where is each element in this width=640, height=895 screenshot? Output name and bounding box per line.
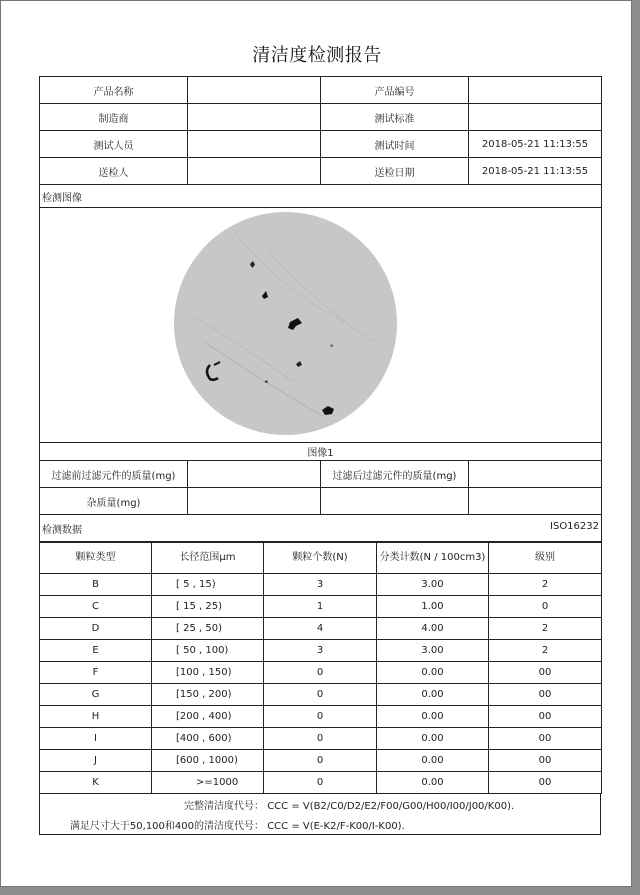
level: 00 — [489, 728, 602, 750]
tester-value — [188, 131, 321, 158]
particle-count: 3 — [264, 574, 377, 596]
product-name-value — [188, 77, 321, 104]
particle-type: F — [40, 662, 152, 684]
empty-cell — [321, 488, 469, 515]
particle-count: 0 — [264, 706, 377, 728]
particle-count: 0 — [264, 750, 377, 772]
particle-type: G — [40, 684, 152, 706]
partial-code-value: CCC = V(E-K2/F-K00/I-K00). — [267, 820, 405, 832]
particle-type: C — [40, 596, 152, 618]
count-per-100cm3: 0.00 — [377, 772, 489, 794]
level: 00 — [489, 662, 602, 684]
level: 2 — [489, 618, 602, 640]
info-table — [39, 76, 602, 542]
level: 00 — [489, 706, 602, 728]
product-no-value — [469, 77, 602, 104]
count-per-100cm3: 0.00 — [377, 728, 489, 750]
column-header: 分类计数(N / 100cm3) — [377, 543, 489, 574]
count-per-100cm3: 3.00 — [377, 574, 489, 596]
report-body — [39, 76, 601, 835]
impurity-value — [188, 488, 321, 515]
standard-value — [469, 104, 602, 131]
particle-count: 3 — [264, 640, 377, 662]
size-range: [200 , 400) — [152, 706, 264, 728]
column-header: 颗粒类型 — [40, 543, 152, 574]
count-per-100cm3: 4.00 — [377, 618, 489, 640]
count-per-100cm3: 0.00 — [377, 662, 489, 684]
table-row — [40, 574, 602, 596]
size-range: [600 , 1000) — [152, 750, 264, 772]
particle-count: 0 — [264, 728, 377, 750]
table-row — [40, 640, 602, 662]
image-section-header: 检测图像 — [40, 185, 602, 208]
particle-type: J — [40, 750, 152, 772]
mass-before-label: 过滤前过滤元件的质量(mg) — [40, 461, 188, 488]
size-range: [100 , 150) — [152, 662, 264, 684]
data-section-header — [40, 515, 602, 542]
product-no-label: 产品编号 — [321, 77, 469, 104]
data-section-title: 检测数据 — [42, 524, 82, 536]
full-code-label: 完整清洁度代号： — [184, 800, 264, 812]
count-per-100cm3: 0.00 — [377, 684, 489, 706]
table-row — [40, 772, 602, 794]
tester-label: 测试人员 — [40, 131, 188, 158]
submit-date-value: 2018-05-21 11:13:55 — [469, 158, 602, 185]
full-code-value: CCC = V(B2/C0/D2/E2/F00/G00/H00/I00/J00/K00). — [267, 800, 515, 812]
table-row — [40, 684, 602, 706]
mass-after-value — [469, 461, 602, 488]
column-header: 颗粒个数(N) — [264, 543, 377, 574]
particle-type: I — [40, 728, 152, 750]
filter-membrane-image — [174, 212, 397, 435]
table-row — [40, 706, 602, 728]
data-standard-tag: ISO16232 — [550, 520, 599, 532]
inspection-image-cell — [40, 208, 602, 443]
test-time-value: 2018-05-21 11:13:55 — [469, 131, 602, 158]
empty-cell — [469, 488, 602, 515]
table-row — [40, 662, 602, 684]
count-per-100cm3: 1.00 — [377, 596, 489, 618]
level: 00 — [489, 772, 602, 794]
particle-count: 0 — [264, 684, 377, 706]
table-header-row — [40, 543, 602, 574]
product-name-label: 产品名称 — [40, 77, 188, 104]
report-title: 清洁度检测报告 — [252, 45, 382, 66]
level: 0 — [489, 596, 602, 618]
submitter-label: 送检人 — [40, 158, 188, 185]
particle-count: 4 — [264, 618, 377, 640]
image-caption: 图像1 — [40, 443, 602, 461]
size-range: [ 15 , 25) — [152, 596, 264, 618]
mass-before-value — [188, 461, 321, 488]
size-range: [ 5 , 15) — [152, 574, 264, 596]
manufacturer-value — [188, 104, 321, 131]
column-header: 长径范围μm — [152, 543, 264, 574]
table-row — [40, 750, 602, 772]
particle-count: 0 — [264, 772, 377, 794]
size-range: [150 , 200) — [152, 684, 264, 706]
particle-count: 0 — [264, 662, 377, 684]
test-time-label: 测试时间 — [321, 131, 469, 158]
level: 2 — [489, 640, 602, 662]
particle-type: B — [40, 574, 152, 596]
impurity-label: 杂质量(mg) — [40, 488, 188, 515]
level: 2 — [489, 574, 602, 596]
table-row — [40, 618, 602, 640]
standard-label: 测试标准 — [321, 104, 469, 131]
particle-type: H — [40, 706, 152, 728]
particle-type: D — [40, 618, 152, 640]
partial-code-label: 满足尺寸大于50,100和400的清洁度代号： — [69, 820, 264, 832]
manufacturer-label: 制造商 — [40, 104, 188, 131]
submitter-value — [188, 158, 321, 185]
mass-after-label: 过滤后过滤元件的质量(mg) — [321, 461, 469, 488]
level: 00 — [489, 684, 602, 706]
size-range: [ 25 , 50) — [152, 618, 264, 640]
partial-code-line — [40, 814, 601, 835]
count-per-100cm3: 0.00 — [377, 750, 489, 772]
column-header: 级别 — [489, 543, 602, 574]
count-per-100cm3: 3.00 — [377, 640, 489, 662]
particle-type: E — [40, 640, 152, 662]
count-per-100cm3: 0.00 — [377, 706, 489, 728]
size-range: >=1000 — [152, 772, 264, 794]
table-row — [40, 596, 602, 618]
size-range: [400 , 600) — [152, 728, 264, 750]
particle-data-table — [39, 542, 602, 794]
particle-count: 1 — [264, 596, 377, 618]
cleanliness-code-table — [39, 794, 601, 835]
table-row — [40, 728, 602, 750]
particle-type: K — [40, 772, 152, 794]
level: 00 — [489, 750, 602, 772]
size-range: [ 50 , 100) — [152, 640, 264, 662]
full-code-line — [40, 794, 601, 814]
submit-date-label: 送检日期 — [321, 158, 469, 185]
